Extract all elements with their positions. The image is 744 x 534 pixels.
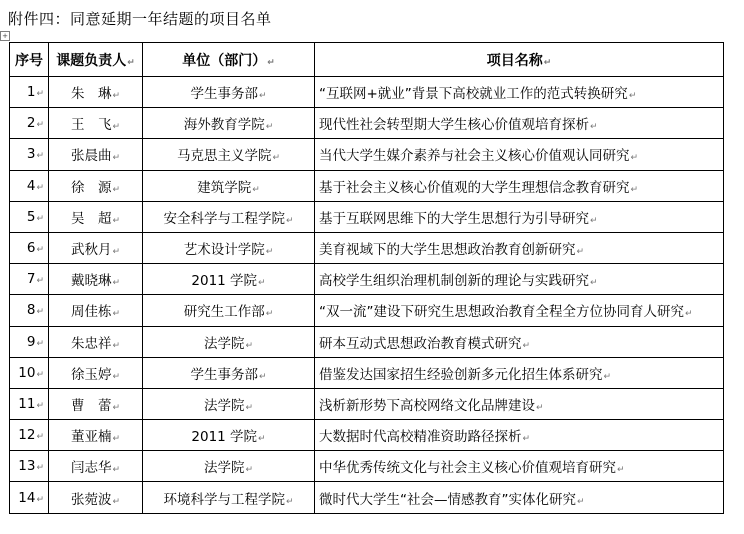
- row-leader-text: 徐玉婷: [70, 366, 112, 383]
- row-number-text: 3: [26, 146, 36, 163]
- paragraph-mark: ↵: [258, 371, 267, 382]
- row-number: [10, 388, 49, 419]
- row-unit-text: 2011 学院: [191, 273, 258, 290]
- row-project: [315, 201, 724, 232]
- row-number-text: 9: [26, 333, 36, 350]
- row-number-text: 1: [26, 84, 36, 101]
- paragraph-mark: ↵: [265, 309, 274, 320]
- paragraph-mark: ↵: [536, 402, 544, 413]
- row-number-text: 14: [18, 489, 36, 506]
- paragraph-mark: ↵: [36, 120, 44, 131]
- paragraph-mark: ↵: [265, 247, 274, 258]
- row-project: [315, 482, 724, 513]
- row-unit-text: 2011 学院: [191, 429, 258, 446]
- row-leader-text: 朱 琳: [70, 86, 112, 103]
- paragraph-mark: ↵: [112, 371, 121, 382]
- paragraph-mark: ↵: [628, 91, 637, 102]
- row-project-text: 美育视域下的大学生思想政治教育创新研究: [319, 242, 576, 259]
- row-unit-text: 法学院: [203, 335, 245, 352]
- row-number: [10, 326, 49, 357]
- row-project-text: 中华优秀传统文化与社会主义核心价值观培育研究: [319, 460, 616, 477]
- paragraph-mark: ↵: [258, 434, 266, 445]
- row-number: [10, 139, 49, 170]
- table-row: [10, 451, 724, 482]
- row-leader: [49, 451, 143, 482]
- paragraph-mark: ↵: [617, 465, 625, 476]
- row-unit-text: 研究生工作部: [183, 304, 265, 321]
- header-unit: 单位（部门）↵: [143, 43, 315, 77]
- row-number-text: 13: [18, 458, 36, 475]
- paragraph-mark: ↵: [36, 463, 44, 474]
- row-unit: [143, 357, 315, 388]
- row-project: [315, 264, 724, 295]
- row-project: [315, 139, 724, 170]
- paragraph-mark: ↵: [685, 309, 693, 320]
- row-project-text: 现代性社会转型期大学生核心价值观培育探析: [319, 117, 589, 134]
- row-leader: [49, 326, 143, 357]
- row-number-text: 4: [26, 177, 36, 194]
- row-number: [10, 108, 49, 139]
- table-row: [10, 139, 724, 170]
- row-leader-text: 王 飞: [70, 117, 112, 134]
- table-row: [10, 295, 724, 326]
- row-leader-text: 张晨曲: [70, 148, 112, 165]
- paragraph-mark: ↵: [522, 340, 531, 351]
- row-leader: [49, 170, 143, 201]
- table-row: [10, 108, 724, 139]
- row-project-text: 微时代大学生“社会—情感教育”实体化研究: [319, 491, 576, 508]
- project-table: [9, 42, 724, 514]
- row-unit-text: 艺术设计学院: [183, 242, 265, 259]
- table-row: [10, 482, 724, 513]
- paragraph-mark: ↵: [285, 496, 294, 507]
- row-number-text: 10: [18, 364, 36, 381]
- row-project: [315, 357, 724, 388]
- row-unit-text: 安全科学与工程学院: [163, 210, 285, 227]
- paragraph-mark: ↵: [603, 371, 612, 382]
- table-row: [10, 420, 724, 451]
- row-unit: [143, 326, 315, 357]
- row-number: [10, 420, 49, 451]
- row-number: [10, 77, 49, 108]
- row-unit: [143, 482, 315, 513]
- row-number: [10, 451, 49, 482]
- header-number: 序号: [10, 43, 49, 77]
- row-number-text: 6: [26, 240, 36, 257]
- row-leader-text: 曹 蕾: [70, 397, 112, 414]
- row-leader-text: 周佳栋: [70, 304, 112, 321]
- row-unit-text: 海外教育学院: [183, 117, 265, 134]
- table-row: [10, 326, 724, 357]
- row-project: [315, 77, 724, 108]
- row-leader-text: 张菀波: [70, 491, 112, 508]
- paragraph-mark: ↵: [576, 247, 585, 258]
- row-unit-text: 学生事务部: [190, 86, 258, 103]
- row-leader: [49, 232, 143, 263]
- row-unit: [143, 139, 315, 170]
- row-project-text: 大数据时代高校精准资助路径探析: [319, 429, 522, 446]
- row-project-text: 高校学生组织治理机制创新的理论与实践研究: [319, 273, 589, 290]
- table-header-row: [10, 43, 724, 77]
- table-row: [10, 357, 724, 388]
- row-leader: [49, 482, 143, 513]
- table-row: [10, 388, 724, 419]
- row-unit-text: 建筑学院: [197, 179, 252, 196]
- row-unit: [143, 232, 315, 263]
- row-project-text: 借鉴发达国家招生经验创新多元化招生体系研究: [319, 366, 603, 383]
- row-unit: [143, 77, 315, 108]
- row-unit: [143, 201, 315, 232]
- paragraph-mark: ↵: [590, 122, 598, 133]
- row-number-text: 11: [18, 395, 36, 412]
- row-leader: [49, 420, 143, 451]
- row-project: [315, 108, 724, 139]
- table-row: [10, 264, 724, 295]
- row-unit-text: 马克思主义学院: [176, 148, 272, 165]
- paragraph-mark: ↵: [522, 434, 531, 445]
- paragraph-mark: ↵: [112, 122, 121, 133]
- paragraph-mark: ↵: [630, 153, 639, 164]
- row-unit: [143, 170, 315, 201]
- row-number-text: 7: [26, 271, 36, 288]
- paragraph-mark: ↵: [265, 122, 274, 133]
- paragraph-mark: ↵: [36, 182, 44, 193]
- paragraph-mark: ↵: [258, 91, 267, 102]
- paragraph-mark: ↵: [112, 184, 121, 195]
- row-project: [315, 170, 724, 201]
- row-number-text: 12: [18, 427, 36, 444]
- row-leader: [49, 108, 143, 139]
- paragraph-mark: ↵: [36, 151, 44, 162]
- paragraph-mark: ↵: [245, 465, 254, 476]
- row-leader-text: 武秋月: [70, 242, 112, 259]
- row-number-text: 2: [26, 115, 36, 132]
- row-unit: [143, 108, 315, 139]
- table-row: [10, 170, 724, 201]
- row-number-text: 8: [26, 302, 36, 319]
- row-unit: [143, 388, 315, 419]
- paragraph-mark: ↵: [285, 215, 294, 226]
- row-project-text: 研本互动式思想政治教育模式研究: [319, 335, 522, 352]
- row-leader: [49, 201, 143, 232]
- paragraph-mark: ↵: [112, 278, 121, 289]
- paragraph-mark: ↵: [590, 215, 598, 226]
- table-move-handle[interactable]: +: [0, 31, 10, 41]
- row-number-text: 5: [26, 208, 36, 225]
- row-project-text: 基于互联网思维下的大学生思想行为引导研究: [319, 210, 589, 227]
- row-project: [315, 326, 724, 357]
- table-row: [10, 232, 724, 263]
- row-leader: [49, 388, 143, 419]
- paragraph-mark: ↵: [36, 494, 44, 505]
- row-project: [315, 295, 724, 326]
- paragraph-mark: ↵: [36, 276, 44, 287]
- paragraph-mark: ↵: [245, 340, 254, 351]
- row-unit: [143, 264, 315, 295]
- row-project-text: 基于社会主义核心价值观的大学生理想信念教育研究: [319, 179, 630, 196]
- row-unit: [143, 295, 315, 326]
- row-project: [315, 388, 724, 419]
- row-leader-text: 吴 超: [70, 210, 112, 227]
- header-leader: 课题负责人↵: [49, 43, 143, 77]
- paragraph-mark: ↵: [36, 432, 44, 443]
- row-project-text: “互联网+就业”背景下高校就业工作的范式转换研究: [319, 86, 628, 103]
- paragraph-mark: ↵: [36, 245, 44, 256]
- row-project-text: “双一流”建设下研究生思想政治教育全程全方位协同育人研究: [319, 304, 684, 321]
- row-leader: [49, 264, 143, 295]
- row-leader: [49, 295, 143, 326]
- paragraph-mark: ↵: [112, 496, 121, 507]
- document-title: 附件四：同意延期一年结题的项目名单: [8, 10, 272, 28]
- paragraph-mark: ↵: [112, 465, 121, 476]
- row-leader-text: 闫志华: [70, 460, 112, 477]
- paragraph-mark: ↵: [245, 402, 254, 413]
- row-leader-text: 朱忠祥: [70, 335, 112, 352]
- paragraph-mark: ↵: [112, 340, 121, 351]
- paragraph-mark: ↵: [590, 278, 598, 289]
- row-unit: [143, 451, 315, 482]
- paragraph-mark: ↵: [112, 247, 121, 258]
- row-number: [10, 201, 49, 232]
- header-project: 项目名称↵: [315, 43, 724, 77]
- row-unit: [143, 420, 315, 451]
- row-unit-text: 法学院: [203, 397, 245, 414]
- paragraph-mark: ↵: [36, 369, 44, 380]
- paragraph-mark: ↵: [252, 184, 260, 195]
- paragraph-mark: ↵: [630, 184, 639, 195]
- row-number: [10, 264, 49, 295]
- paragraph-mark: ↵: [577, 496, 585, 507]
- paragraph-mark: ↵: [36, 89, 44, 100]
- paragraph-mark: ↵: [112, 91, 121, 102]
- row-project-text: 当代大学生媒介素养与社会主义核心价值观认同研究: [319, 148, 630, 165]
- row-leader-text: 徐 源: [70, 179, 112, 196]
- row-unit-text: 法学院: [203, 460, 245, 477]
- paragraph-mark: ↵: [36, 338, 44, 349]
- paragraph-mark: ↵: [112, 402, 121, 413]
- table-row: [10, 77, 724, 108]
- paragraph-mark: ↵: [36, 307, 44, 318]
- row-number: [10, 170, 49, 201]
- paragraph-mark: ↵: [36, 400, 44, 411]
- row-leader: [49, 77, 143, 108]
- row-project: [315, 232, 724, 263]
- row-leader: [49, 139, 143, 170]
- row-number: [10, 357, 49, 388]
- row-project: [315, 420, 724, 451]
- row-number: [10, 482, 49, 513]
- row-number: [10, 295, 49, 326]
- paragraph-mark: ↵: [112, 309, 121, 320]
- row-unit-text: 环境科学与工程学院: [163, 491, 285, 508]
- row-project-text: 浅析新形势下高校网络文化品牌建设: [319, 397, 535, 414]
- paragraph-mark: ↵: [112, 215, 121, 226]
- table-row: [10, 201, 724, 232]
- row-leader-text: 戴晓琳: [70, 273, 112, 290]
- paragraph-mark: ↵: [36, 213, 44, 224]
- row-unit-text: 学生事务部: [190, 366, 258, 383]
- row-leader: [49, 357, 143, 388]
- paragraph-mark: ↵: [258, 278, 266, 289]
- row-number: [10, 232, 49, 263]
- paragraph-mark: ↵: [112, 153, 121, 164]
- row-project: [315, 451, 724, 482]
- row-leader-text: 董亚楠: [70, 429, 112, 446]
- paragraph-mark: ↵: [112, 434, 121, 445]
- paragraph-mark: ↵: [272, 153, 281, 164]
